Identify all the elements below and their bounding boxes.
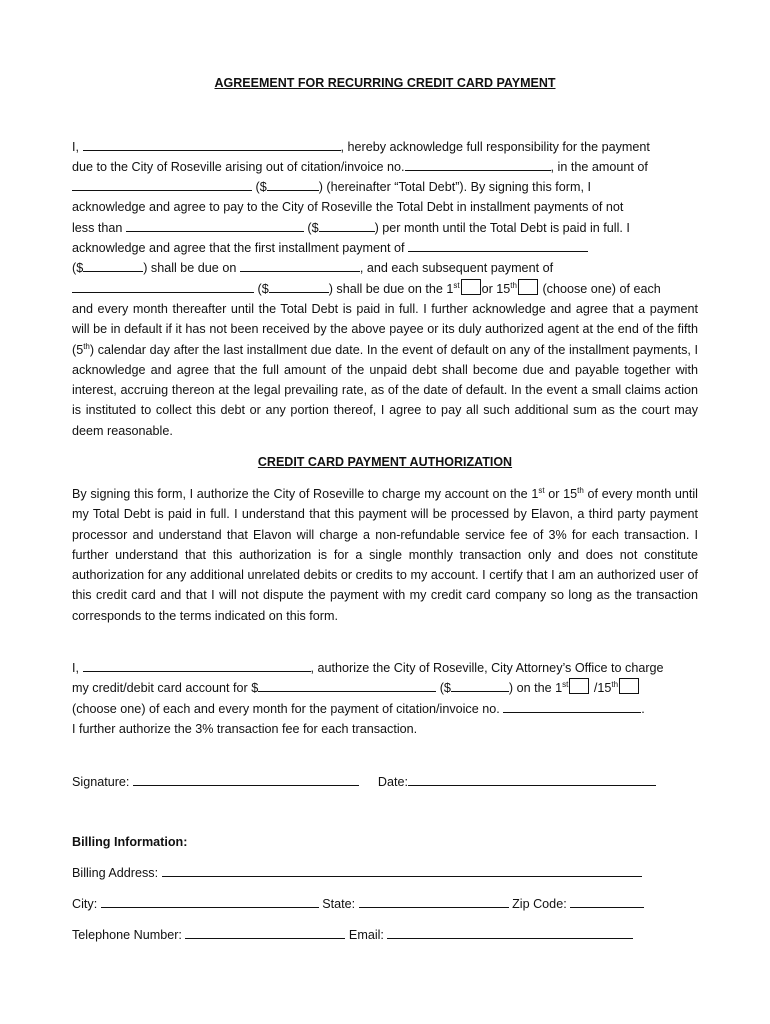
agreement-line-6 bbox=[72, 238, 698, 258]
text: , in the amount of bbox=[550, 160, 648, 174]
agreement-paragraph-rest bbox=[72, 299, 698, 441]
charge-amount-field[interactable] bbox=[451, 679, 509, 692]
authorization-line-2 bbox=[72, 678, 698, 698]
amount-field[interactable] bbox=[267, 178, 319, 191]
text: . bbox=[641, 702, 645, 716]
billing-address-field[interactable] bbox=[162, 864, 642, 877]
text: acknowledge and agree that the first installment payment of bbox=[72, 241, 405, 255]
agreement-line-1 bbox=[72, 137, 698, 157]
text: , hereby acknowledge full responsibility for the payment bbox=[340, 140, 650, 154]
agreement-line-3 bbox=[72, 177, 698, 197]
signature-label: Signature: bbox=[72, 775, 130, 789]
signature-row bbox=[72, 772, 698, 792]
charge-invoice-number-field[interactable] bbox=[503, 700, 641, 713]
text: and every month thereafter until the Total Debt is paid in full. I further acknowledge and agree that a payment will be in default if it has not been received by the above payee or its duly authorized agent at the end of the fifth (5 bbox=[72, 302, 698, 357]
text: ($ bbox=[257, 282, 269, 296]
phone-field[interactable] bbox=[185, 926, 345, 939]
text: I, bbox=[72, 140, 79, 154]
first-day-checkbox[interactable] bbox=[461, 279, 481, 295]
agreement-line-4 bbox=[72, 197, 698, 217]
subsequent-payment-amount-field[interactable] bbox=[269, 280, 329, 293]
superscript: th bbox=[83, 341, 90, 351]
state-field[interactable] bbox=[359, 895, 509, 908]
text: ) shall be due on bbox=[143, 261, 237, 275]
text: I, bbox=[72, 661, 79, 675]
agreement-line-5 bbox=[72, 218, 698, 238]
date-field[interactable] bbox=[408, 773, 656, 786]
date-label: Date: bbox=[377, 775, 409, 789]
subsequent-payment-words-field[interactable] bbox=[72, 280, 254, 293]
superscript: st bbox=[562, 679, 569, 689]
agreement-line-7 bbox=[72, 258, 698, 278]
charge-amount-words-field[interactable] bbox=[258, 679, 436, 692]
text: (choose one) of each bbox=[542, 282, 661, 296]
text: I further authorize the 3% transaction fee for each transaction. bbox=[72, 722, 418, 736]
email-field[interactable] bbox=[387, 926, 633, 939]
authorization-heading: CREDIT CARD PAYMENT AUTHORIZATION bbox=[257, 455, 513, 469]
invoice-number-field[interactable] bbox=[405, 158, 551, 171]
text: , and each subsequent payment of bbox=[359, 261, 554, 275]
text: less than bbox=[72, 221, 123, 235]
superscript: th bbox=[510, 280, 517, 290]
text: ($ bbox=[255, 180, 267, 194]
agreement-line-8 bbox=[72, 279, 698, 299]
text: ) (hereinafter “Total Debt”). By signing this form, I bbox=[318, 180, 591, 194]
text: By signing this form, I authorize the City of Roseville to charge my account on the 1 bbox=[72, 487, 539, 501]
superscript: th bbox=[577, 485, 584, 495]
authorization-line-1 bbox=[72, 658, 698, 678]
text: of every month until my Total Debt is paid in full. I understand that this payment will be processed by Elavon, a third party payment processor and understand that Elavon will charge a non-refundable service fee of 3% for each transaction. I further understand that this authorization is for a single monthly transaction only and does not constitute authorization for any additional unrelated debits or credits to my account. I certify that I am an authorized user of this credit card and that I will not dispute the payment with my credit card company so long as the transaction corresponds to the terms indicated on this form. bbox=[72, 487, 698, 623]
text: acknowledge and agree to pay to the City of Roseville the Total Debt in installment payments of not bbox=[72, 200, 624, 214]
monthly-words-field[interactable] bbox=[126, 219, 304, 232]
billing-address-label: Billing Address: bbox=[72, 866, 159, 880]
amount-words-field[interactable] bbox=[72, 178, 252, 191]
text: ($ bbox=[72, 261, 84, 275]
fifteenth-day-checkbox[interactable] bbox=[518, 279, 538, 295]
signature-field[interactable] bbox=[133, 773, 359, 786]
billing-address-row bbox=[72, 863, 698, 883]
text: (choose one) of each and every month for the payment of citation/invoice no. bbox=[72, 702, 500, 716]
text: /15 bbox=[593, 681, 612, 695]
text: , authorize the City of Roseville, City Attorney’s Office to charge bbox=[310, 661, 664, 675]
text: or 15 bbox=[481, 282, 511, 296]
charge-fifteenth-day-checkbox[interactable] bbox=[619, 678, 639, 694]
text: ) shall be due on the 1 bbox=[328, 282, 454, 296]
superscript: th bbox=[611, 679, 619, 689]
first-payment-words-field[interactable] bbox=[408, 239, 588, 252]
city-label: City: bbox=[72, 897, 98, 911]
authorization-line-4 bbox=[72, 719, 698, 739]
cardholder-name-field[interactable] bbox=[83, 659, 311, 672]
text: due to the City of Roseville arising out of citation/invoice no. bbox=[72, 160, 405, 174]
state-label: State: bbox=[322, 897, 356, 911]
authorization-line-3 bbox=[72, 699, 698, 719]
phone-label: Telephone Number: bbox=[72, 928, 182, 942]
first-payment-date-field[interactable] bbox=[240, 259, 360, 272]
phone-email-row bbox=[72, 925, 698, 945]
superscript: st bbox=[538, 485, 545, 495]
text: ) on the 1 bbox=[508, 681, 563, 695]
email-label: Email: bbox=[348, 928, 384, 942]
text: ) calendar day after the last installment due date. In the event of default on any of the installment payments, I acknowledge and agree that the full amount of the unpaid debt shall become due and payable together with interest, accruing thereon at the legal prevailing rate, as of the date of default. In the event a small claims action is instituted to collect this debt or any portion thereof, I agree to pay all such additional sum as the court may deem reasonable. bbox=[72, 342, 698, 438]
text: ($ bbox=[307, 221, 319, 235]
authorization-paragraph bbox=[72, 484, 698, 626]
city-state-zip-row bbox=[72, 894, 698, 914]
agreement-line-2 bbox=[72, 157, 698, 177]
zip-label: Zip Code: bbox=[512, 897, 567, 911]
charge-first-day-checkbox[interactable] bbox=[569, 678, 589, 694]
superscript: st bbox=[453, 280, 460, 290]
city-field[interactable] bbox=[101, 895, 319, 908]
text: ($ bbox=[439, 681, 451, 695]
text: or 15 bbox=[544, 487, 578, 501]
document-title: AGREEMENT FOR RECURRING CREDIT CARD PAYMENT bbox=[214, 76, 556, 90]
billing-heading: Billing Information: bbox=[72, 835, 188, 849]
monthly-amount-field[interactable] bbox=[319, 219, 375, 232]
name-field[interactable] bbox=[83, 138, 341, 151]
text: my credit/debit card account for $ bbox=[72, 681, 259, 695]
zip-field[interactable] bbox=[570, 895, 644, 908]
text: ) per month until the Total Debt is paid in full. I bbox=[374, 221, 630, 235]
first-payment-amount-field[interactable] bbox=[83, 259, 143, 272]
